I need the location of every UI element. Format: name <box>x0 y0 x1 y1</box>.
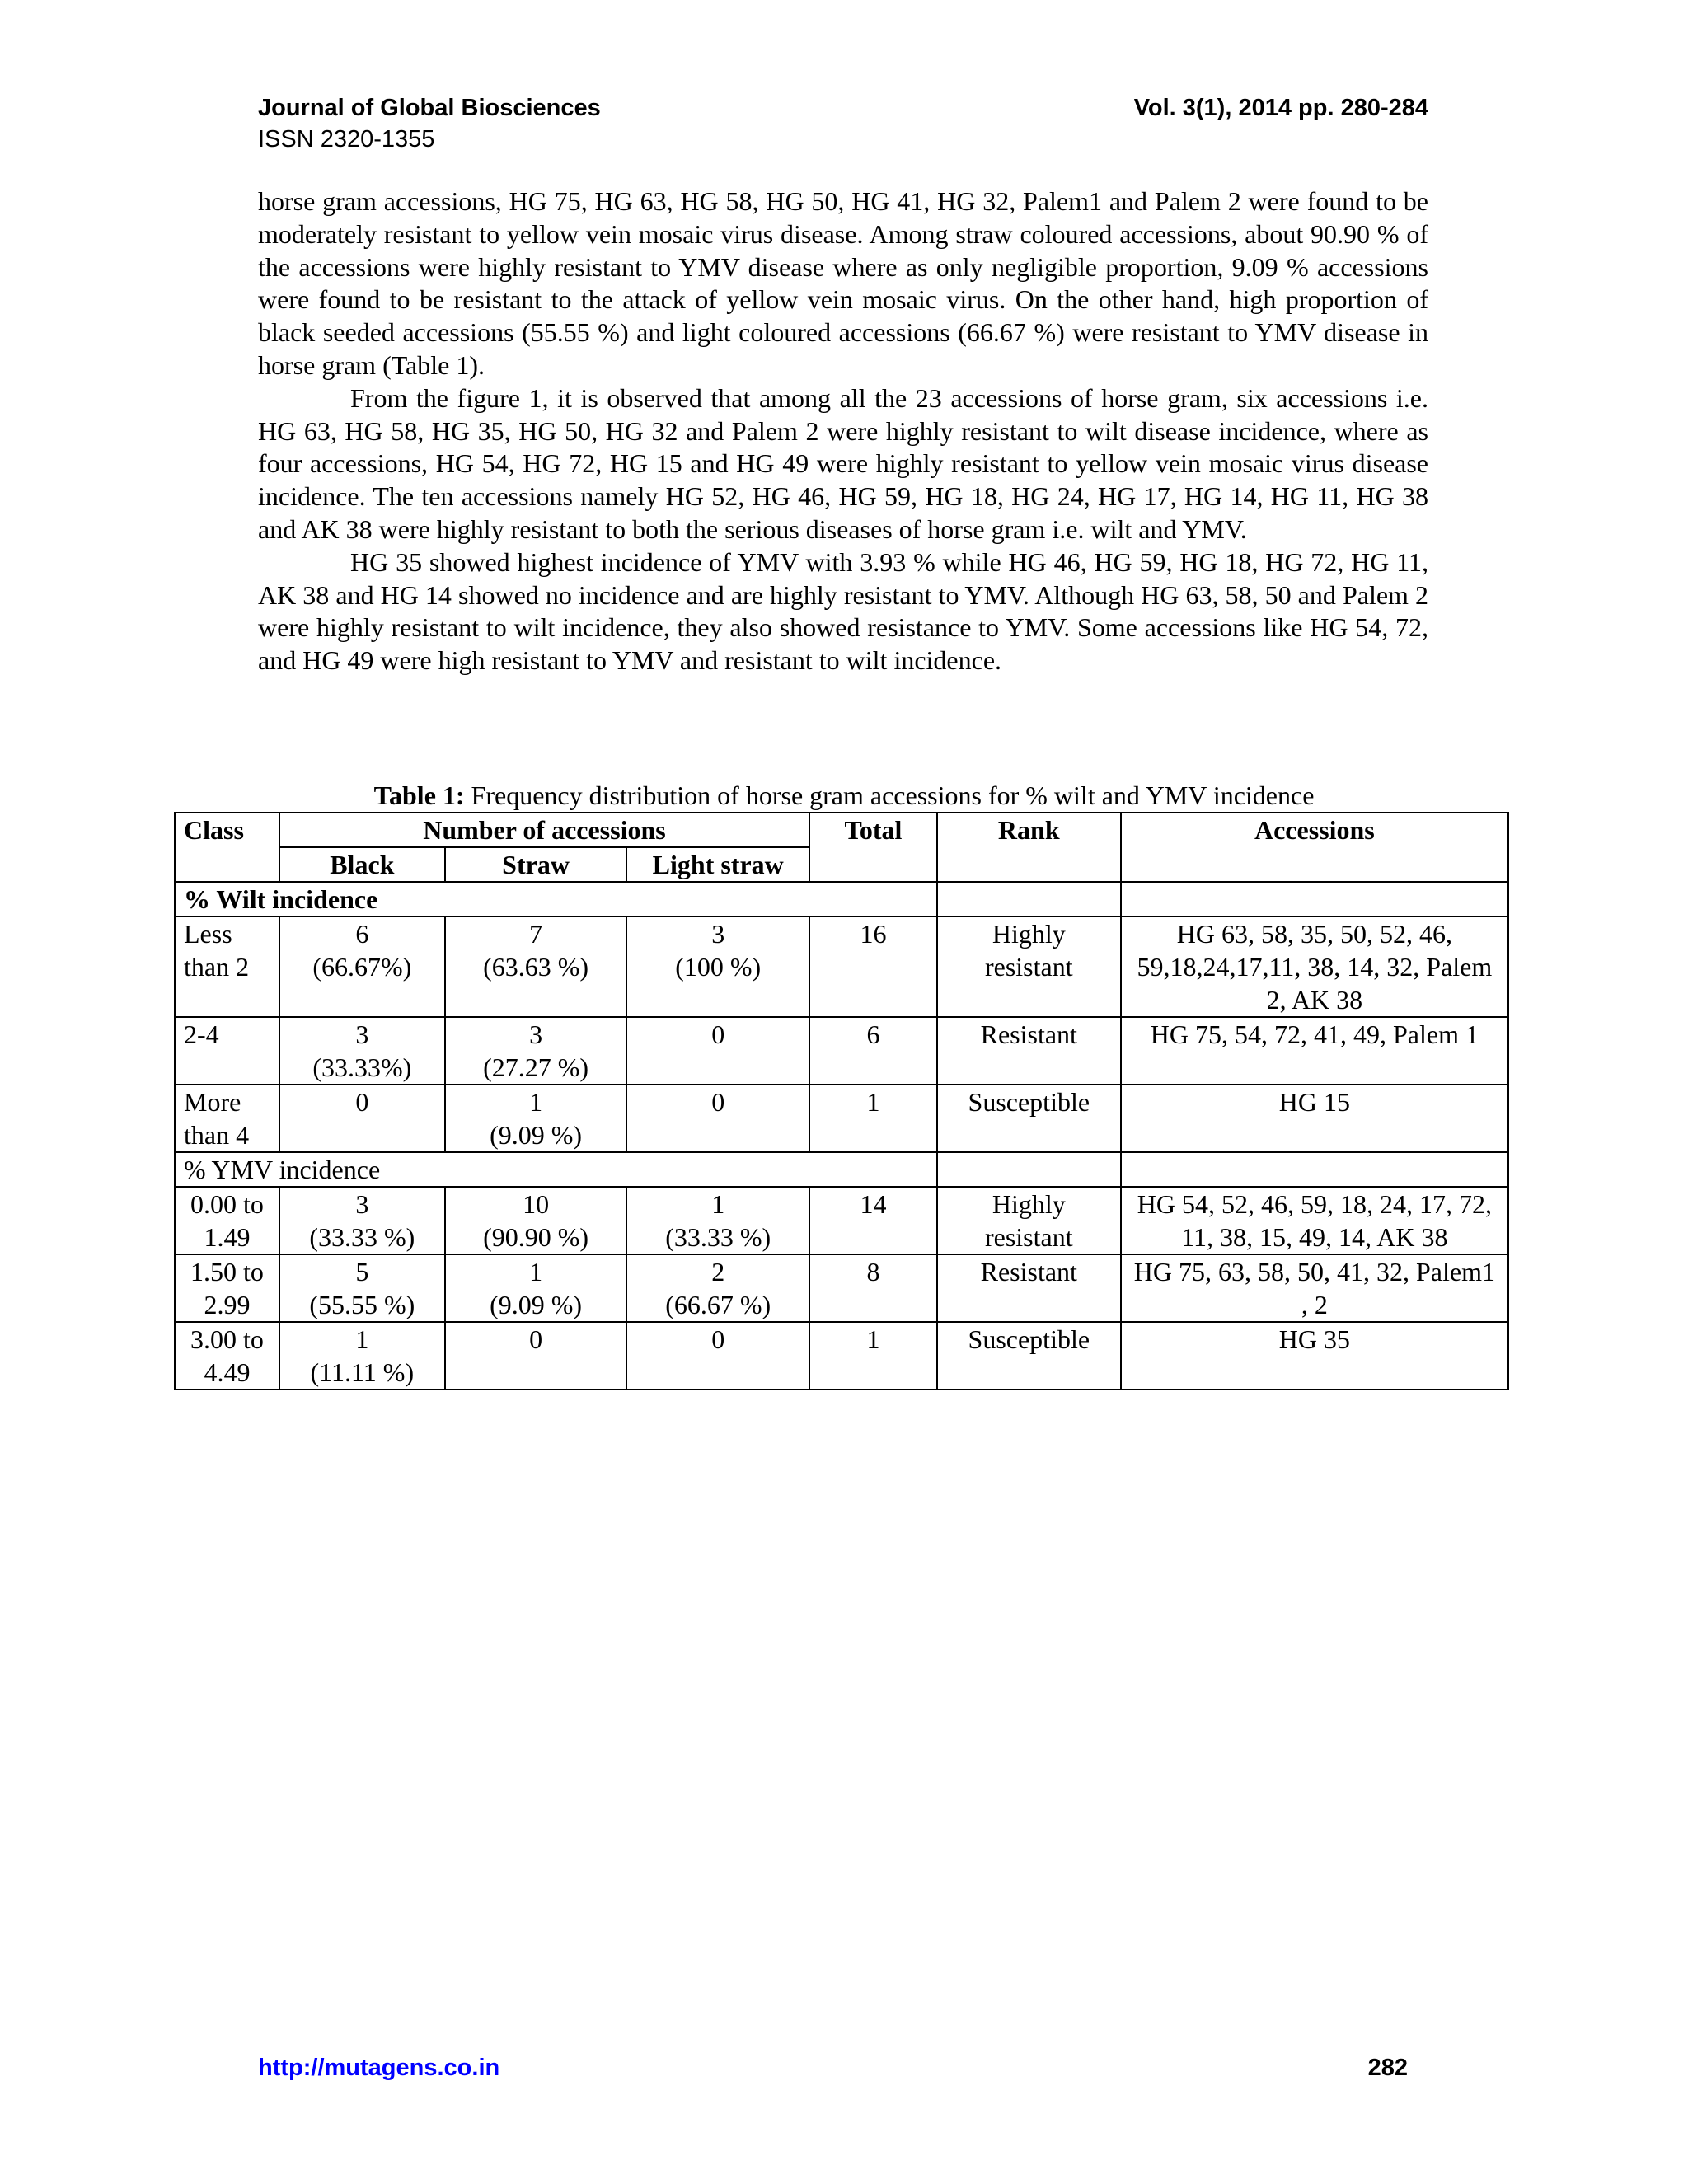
count: 7 <box>529 919 543 949</box>
frequency-table <box>174 812 1509 1390</box>
cell-light-straw <box>626 1254 809 1322</box>
count: 6 <box>355 919 369 949</box>
count: 0 <box>711 1324 725 1354</box>
count: 3 <box>355 1189 369 1219</box>
header-rank: Rank <box>937 813 1121 882</box>
cell-total: 14 <box>809 1187 937 1254</box>
cell-class: 0.00 to 1.49 <box>175 1187 279 1254</box>
count: 0 <box>529 1324 543 1354</box>
table-row <box>175 916 1508 1017</box>
count: 0 <box>711 1019 725 1049</box>
percent: (33.33 %) <box>665 1222 771 1252</box>
table-row <box>175 1254 1508 1322</box>
cell-straw <box>445 1187 627 1254</box>
paragraph-2: From the figure 1, it is observed that among all the 23 accessions of horse gram, six accessions i.e. HG 63, HG 58, HG 35, HG 50, HG 32 and Palem 2 were highly resistant to wilt disease incidence, where as four accessions, HG 54, HG 72, HG 15 and HG 49 were highly resistant to yellow vein mosaic virus disease incidence. The ten accessions namely HG 52, HG 46, HG 59, HG 18, HG 24, HG 17, HG 14, HG 11, HG 38 and AK 38 were highly resistant to both the serious diseases of horse gram i.e. wilt and YMV. <box>258 382 1428 544</box>
count: 1 <box>711 1189 725 1219</box>
percent: (66.67%) <box>312 952 412 982</box>
table-header-row <box>175 813 1508 847</box>
count: 2 <box>711 1257 725 1286</box>
paragraph-1: horse gram accessions, HG 75, HG 63, HG 58, HG 50, HG 41, HG 32, Palem1 and Palem 2 were found to be moderately resistant to yellow vein mosaic virus disease. Among straw coloured accessions, about 90.90 % of the accessions were highly resistant to YMV disease where as only negligible proportion, 9.09 % accessions were found to be resistant to the attack of yellow vein mosaic virus. On the other hand, high proportion of black seeded accessions (55.55 %) and light coloured accessions (66.67 %) were resistant to YMV disease in horse gram (Table 1). <box>258 186 1428 380</box>
cell-straw <box>445 1254 627 1322</box>
empty-cell <box>1121 1152 1508 1187</box>
percent: (55.55 %) <box>309 1290 415 1319</box>
header-number-of-accessions: Number of accessions <box>279 813 809 847</box>
page-number: 282 <box>1367 2055 1408 2081</box>
cell-rank: Highly resistant <box>937 916 1121 1017</box>
table-row <box>175 1322 1508 1390</box>
cell-straw <box>445 916 627 1017</box>
cell-accessions: HG 63, 58, 35, 50, 52, 46, 59,18,24,17,11, 38, 14, 32, Palem 2, AK 38 <box>1121 916 1508 1017</box>
empty-cell <box>937 1152 1121 1187</box>
cell-light-straw <box>626 1187 809 1254</box>
cell-accessions: HG 15 <box>1121 1085 1508 1152</box>
header-black: Black <box>279 847 445 882</box>
cell-accessions: HG 75, 54, 72, 41, 49, Palem 1 <box>1121 1017 1508 1085</box>
header-straw: Straw <box>445 847 627 882</box>
page-footer <box>258 2055 1408 2082</box>
cell-rank: Susceptible <box>937 1085 1121 1152</box>
header-accessions: Accessions <box>1121 813 1508 882</box>
empty-cell <box>937 882 1121 916</box>
count: 3 <box>529 1019 543 1049</box>
cell-black <box>279 1322 445 1390</box>
issn: ISSN 2320-1355 <box>258 126 435 152</box>
percent: (11.11 %) <box>310 1357 415 1387</box>
table-caption <box>0 779 1688 812</box>
section-label: % YMV incidence <box>175 1152 937 1187</box>
percent: (100 %) <box>675 952 762 982</box>
percent: (33.33 %) <box>309 1222 415 1252</box>
cell-class: 2-4 <box>175 1017 279 1085</box>
cell-total: 1 <box>809 1085 937 1152</box>
table-row <box>175 1017 1508 1085</box>
cell-accessions: HG 75, 63, 58, 50, 41, 32, Palem1 , 2 <box>1121 1254 1508 1322</box>
percent: (9.09 %) <box>490 1290 583 1319</box>
percent: (90.90 %) <box>483 1222 589 1252</box>
count: 1 <box>529 1257 543 1286</box>
count: 0 <box>711 1087 725 1117</box>
cell-class: 1.50 to 2.99 <box>175 1254 279 1322</box>
section-label: % Wilt incidence <box>175 882 937 916</box>
percent: (9.09 %) <box>490 1120 583 1150</box>
cell-accessions: HG 54, 52, 46, 59, 18, 24, 17, 72, 11, 38, 15, 49, 14, AK 38 <box>1121 1187 1508 1254</box>
cell-light-straw <box>626 1017 809 1085</box>
page-header <box>258 92 1428 155</box>
count: 1 <box>355 1324 369 1354</box>
paragraph-3: HG 35 showed highest incidence of YMV with 3.93 % while HG 46, HG 59, HG 18, HG 72, HG 11, AK 38 and HG 14 showed no incidence and are highly resistant to YMV. Although HG 63, 58, 50 and Palem 2 were highly resistant to wilt incidence, they also showed resistance to YMV. Some accessions like HG 54, 72, and HG 49 were high resistant to YMV and resistant to wilt incidence. <box>258 546 1428 676</box>
cell-class: More than 4 <box>175 1085 279 1152</box>
percent: (33.33%) <box>312 1052 412 1082</box>
table-section-ymv <box>175 1152 1508 1187</box>
count: 1 <box>529 1087 543 1117</box>
body-text <box>258 185 1428 677</box>
header-light-straw: Light straw <box>626 847 809 882</box>
cell-total: 16 <box>809 916 937 1017</box>
cell-light-straw <box>626 1085 809 1152</box>
journal-title: Journal of Global Biosciences <box>258 95 601 121</box>
cell-total: 8 <box>809 1254 937 1322</box>
footer-url-link[interactable]: http://mutagens.co.in <box>258 2055 500 2081</box>
count: 5 <box>355 1257 369 1286</box>
cell-rank: Resistant <box>937 1017 1121 1085</box>
cell-straw <box>445 1017 627 1085</box>
count: 3 <box>711 919 725 949</box>
cell-black <box>279 1017 445 1085</box>
cell-light-straw <box>626 916 809 1017</box>
cell-black <box>279 1187 445 1254</box>
count: 3 <box>355 1019 369 1049</box>
header-total: Total <box>809 813 937 882</box>
cell-class: 3.00 to 4.49 <box>175 1322 279 1390</box>
cell-rank: Resistant <box>937 1254 1121 1322</box>
count: 0 <box>355 1087 369 1117</box>
header-class: Class <box>175 813 279 882</box>
table-row <box>175 1187 1508 1254</box>
table-section-wilt <box>175 882 1508 916</box>
percent: (63.63 %) <box>483 952 589 982</box>
volume-info: Vol. 3(1), 2014 pp. 280-284 <box>1133 95 1428 121</box>
count: 10 <box>523 1189 550 1219</box>
cell-light-straw <box>626 1322 809 1390</box>
cell-rank: Highly resistant <box>937 1187 1121 1254</box>
cell-black <box>279 916 445 1017</box>
table-caption-label: Table 1: <box>373 780 465 810</box>
table-row <box>175 1085 1508 1152</box>
empty-cell <box>1121 882 1508 916</box>
table-caption-text: Frequency distribution of horse gram accessions for % wilt and YMV incidence <box>464 780 1315 810</box>
percent: (27.27 %) <box>483 1052 589 1082</box>
cell-accessions: HG 35 <box>1121 1322 1508 1390</box>
cell-rank: Susceptible <box>937 1322 1121 1390</box>
cell-total: 1 <box>809 1322 937 1390</box>
cell-black <box>279 1254 445 1322</box>
percent: (66.67 %) <box>665 1290 771 1319</box>
cell-straw <box>445 1322 627 1390</box>
cell-black <box>279 1085 445 1152</box>
cell-class: Less than 2 <box>175 916 279 1017</box>
cell-total: 6 <box>809 1017 937 1085</box>
cell-straw <box>445 1085 627 1152</box>
